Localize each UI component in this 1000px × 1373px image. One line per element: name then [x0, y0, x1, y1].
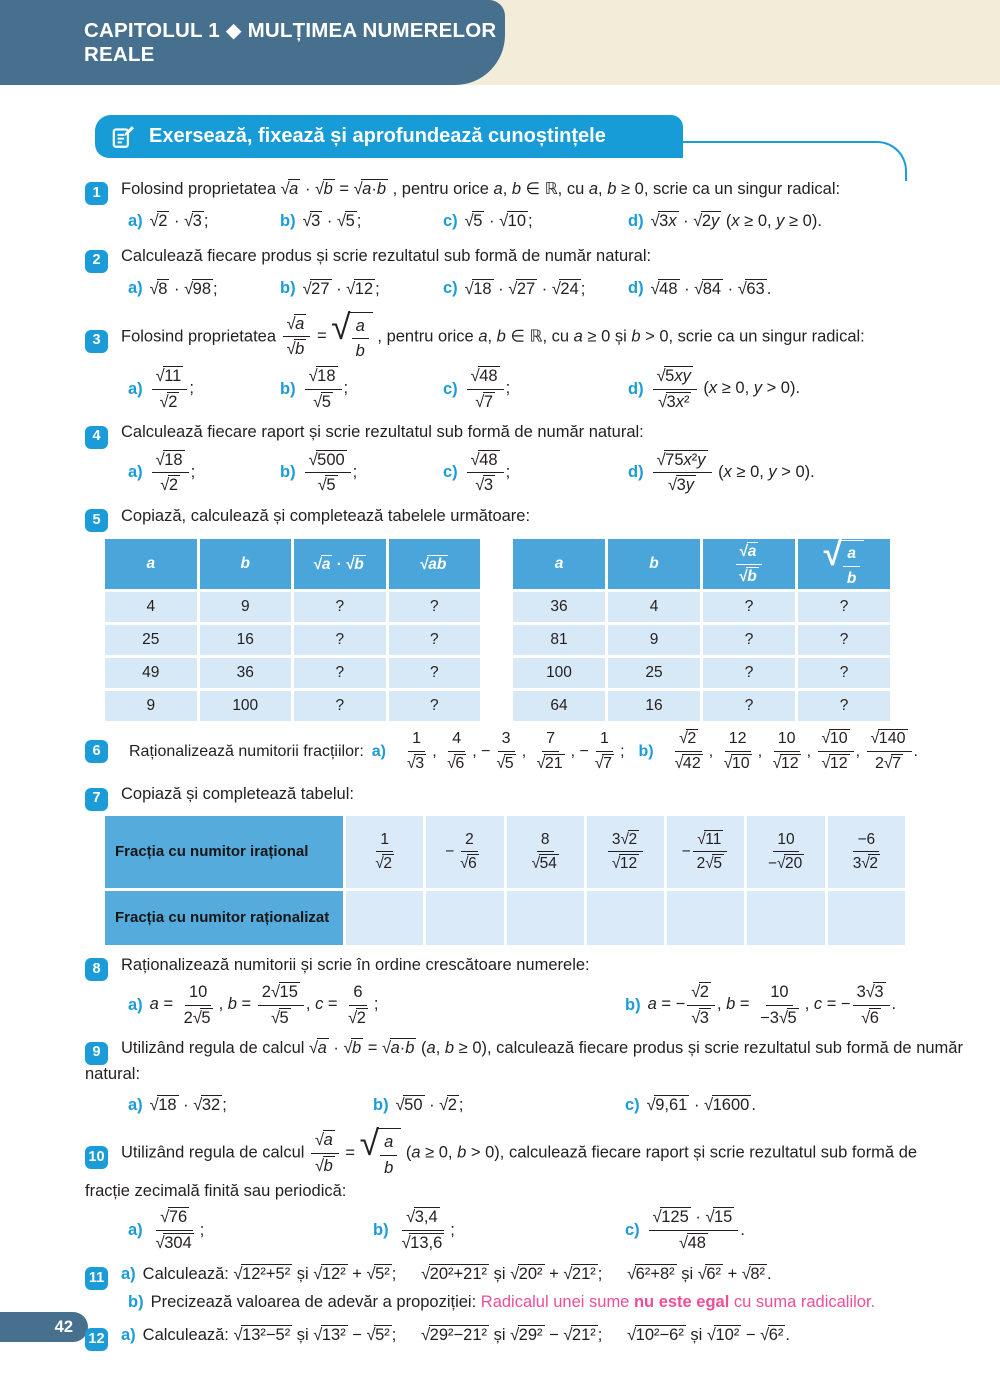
item-a: [128, 206, 280, 236]
item-math: √2 · √3 ;: [149, 212, 209, 231]
exercise-head: [85, 1262, 963, 1287]
proposition-emphasis: nu este egal: [633, 1293, 730, 1311]
table-cell: [587, 891, 664, 945]
page-number: 42: [54, 1317, 73, 1336]
item-label: a): [128, 1221, 143, 1239]
item-label: d): [628, 463, 644, 482]
item-label: b): [373, 1221, 389, 1239]
item-b: [373, 1207, 625, 1253]
item-math: $\frac{√48}{√7}$ ;: [465, 366, 511, 412]
table-cell: ?: [389, 592, 481, 622]
item-d: [628, 274, 963, 304]
item-d: [628, 450, 963, 496]
item-label: d): [628, 211, 644, 230]
page-number-tab: [0, 1312, 88, 1342]
table-cell: ?: [798, 691, 890, 721]
table-cell: 9: [608, 625, 700, 655]
exercise-7: [85, 782, 963, 944]
exercise-4: [85, 420, 963, 496]
item-a: [128, 366, 280, 412]
exercise-items: [128, 206, 963, 236]
column-header: √ab: [389, 539, 481, 589]
item-label: c): [625, 1095, 640, 1114]
table-cell: 16: [200, 625, 292, 655]
item-math: $\frac{√76}{√304}$ ;: [155, 1208, 205, 1252]
exercise-head: [85, 1123, 963, 1203]
table-cell: $\frac{-6}{3√2}$: [828, 816, 905, 888]
item-b: [280, 274, 443, 304]
table-rationalize: [105, 816, 905, 945]
table-cell: 4: [608, 592, 700, 622]
table-cell: ?: [294, 658, 386, 688]
exercise-2: [85, 244, 963, 303]
item-label: c): [443, 379, 458, 398]
item-label: c): [625, 1221, 640, 1239]
column-header: $\frac{√a}{√b}$: [703, 539, 795, 589]
item-label: a): [121, 1264, 136, 1283]
exercise-head: [85, 504, 963, 529]
row-header: Fracția cu numitor irațional: [105, 816, 343, 888]
exercise-5: [85, 504, 963, 721]
table-cell: 25: [608, 658, 700, 688]
item-math: $\frac{√18}{√2}$ ;: [150, 450, 196, 496]
exercise-head: [85, 177, 963, 202]
chapter-title: CAPITOLUL 1 ◆ MULȚIMEA NUMERELOR REALE: [84, 19, 497, 66]
item-math: $\frac{√2}{√42}$ , $\frac{12}{√10}$ , $\frac{10}{√12}$ , $\frac{√10}{√12}$ , $\frac{√140}{2√7}$ .: [674, 730, 918, 773]
exercise-number-badge: 12: [85, 1328, 108, 1351]
item-math: √8 · √98 ;: [149, 279, 218, 298]
item-math: √3x · √2y (x ≥ 0, y ≥ 0).: [650, 212, 822, 231]
item-b: [625, 982, 963, 1028]
item-b: [280, 206, 443, 236]
item-label: b): [625, 995, 641, 1014]
table-cell: $\frac{8}{√54}$: [507, 816, 584, 888]
exercise-number-badge: 7: [85, 788, 108, 811]
exercise-statement: Calculează fiecare produs și scrie rezultatul sub formă de număr natural:: [121, 247, 652, 266]
item-b: [280, 366, 443, 412]
exercise-statement: Folosind proprietatea $\frac{√a}{√b}$ = √ $\frac{a}{b}$ , pentru orice a, b ∈ ℝ, cu a ≥ 0 și b > 0, scrie ca un singur radical:: [121, 306, 865, 361]
item-math: $\frac{1}{√3}$ , $\frac{4}{√6}$ , − $\frac{3}{√5}$ , $\frac{7}{√21}$ , − $\frac{1}{√7}$ ;: [407, 730, 625, 773]
exercise-number-badge: 2: [85, 250, 108, 273]
item-label: c): [443, 211, 458, 230]
item-d: [628, 206, 963, 236]
table-cell: ?: [294, 691, 386, 721]
proposition-text: cu suma radicalilor.: [729, 1293, 876, 1311]
exercise-head: [85, 1323, 963, 1348]
item-label: a): [121, 1325, 136, 1344]
item-a: [128, 1207, 373, 1253]
table-cell: ?: [703, 658, 795, 688]
item-math: $\frac{√500}{√5}$ ;: [303, 450, 358, 496]
table-sqrt-product: [105, 539, 480, 721]
item-label: b): [280, 211, 296, 230]
item-a: [128, 1090, 373, 1120]
table-cell: [828, 891, 905, 945]
item-math: √18 · √32 ;: [149, 1096, 227, 1115]
exercise-statement: Raționalizează numitorii fracțiilor:: [129, 742, 364, 760]
page-content: [85, 85, 963, 1348]
table-cell: 49: [105, 658, 197, 688]
exercise-9: [85, 1036, 963, 1120]
table-cell: [426, 891, 503, 945]
table-cell: 36: [513, 592, 605, 622]
item-math: $\frac{√3,4}{√13,6}$ ;: [401, 1208, 455, 1252]
item-label: b): [373, 1095, 389, 1114]
exercise-list: [85, 158, 963, 1348]
section-title: Exersează, fixează și aprofundează cunoștințele: [149, 125, 606, 147]
exercise-head: [85, 1036, 963, 1086]
item-label: a): [128, 379, 143, 398]
item-label: c): [443, 463, 458, 482]
exercise-statement: Raționalizează numitorii și scrie în ordine crescătoare numerele:: [121, 955, 590, 974]
item-math: $\frac{√11}{√2}$ ;: [150, 366, 194, 412]
table-cell: ?: [798, 625, 890, 655]
item-c: [443, 450, 628, 496]
table-cell: $\frac{10}{-√20}$: [747, 816, 824, 888]
exercise-10: [85, 1123, 963, 1253]
exercise-12: [85, 1323, 963, 1348]
row-header: Fracția cu numitor raționalizat: [105, 891, 343, 945]
item-math: $\frac{√48}{√3}$ ;: [465, 450, 511, 496]
item-math: Calculează: √13²−5² și √13² − √5² ; √29²−21² și √29² − √21² ; √10²−6² și √10² − √6² .: [142, 1325, 790, 1344]
column-header: √a · √b: [294, 539, 386, 589]
table-cell: 25: [105, 625, 197, 655]
item-b: [373, 1090, 625, 1120]
exercise-3: [85, 306, 963, 413]
item-math: $\frac{√5xy}{\text{√3x²}}$ (x ≥ 0, y > 0).: [651, 366, 800, 412]
item-c: [443, 274, 628, 304]
item-c: [625, 1090, 963, 1120]
item-math: $\frac{√18}{√5}$ ;: [303, 366, 349, 412]
table-cell: ?: [703, 592, 795, 622]
exercise-number-badge: 10: [85, 1146, 108, 1169]
item-c: [625, 1207, 963, 1253]
exercise-number-badge: 3: [85, 330, 108, 353]
exercise-head: [85, 953, 963, 978]
exercise-head: [85, 306, 963, 362]
table-cell: − $\frac{2}{√6}$: [426, 816, 503, 888]
table-cell: [346, 891, 423, 945]
item-math: √50 · √2 ;: [395, 1096, 464, 1115]
exercise-statement: Utilizând regula de calcul $\frac{√a}{√b}$ = √ $\frac{a}{b}$ (a ≥ 0, b > 0), calculează fiecare raport și scrie rezultatul sub formă de fracție zecimală finită sau periodică:: [85, 1123, 918, 1200]
column-header: a: [105, 539, 197, 589]
table-cell: ?: [798, 592, 890, 622]
table-cell: [507, 891, 584, 945]
table-cell: ?: [798, 658, 890, 688]
exercise-subline: [128, 1290, 963, 1315]
item-math: $\frac{√125 \cdot √15}{√48}$ .: [647, 1207, 745, 1253]
exercise-items: [128, 274, 963, 304]
exercise-number-badge: 5: [85, 509, 108, 532]
column-header: b: [200, 539, 292, 589]
table-cell: ?: [389, 691, 481, 721]
item-label: b): [280, 463, 296, 482]
table-cell: 9: [200, 592, 292, 622]
exercise-1: [85, 177, 963, 236]
item-math: √5 · √10 ;: [464, 212, 533, 231]
exercise-head: [85, 244, 963, 269]
item-c: [443, 366, 628, 412]
item-label: a): [128, 995, 143, 1014]
table-cell: 64: [513, 691, 605, 721]
item-math: Calculează: √12²+5² și √12² + √5² ; √20²+21² și √20² + √21² ; √6²+8² și √6² + √8² .: [142, 1264, 772, 1283]
exercise-number-badge: 9: [85, 1042, 108, 1065]
exercise-statement: Calculează fiecare raport și scrie rezultatul sub formă de număr natural:: [121, 423, 644, 442]
item-b: [280, 450, 443, 496]
table-cell: ?: [294, 625, 386, 655]
item-label: d): [628, 279, 644, 298]
item-math: √9,61 · √1600 .: [646, 1096, 756, 1115]
table-cell: ?: [703, 625, 795, 655]
column-header: √ $\frac{a}{b}$: [798, 539, 890, 589]
item-label: b): [280, 379, 296, 398]
item-label: b): [128, 1293, 144, 1311]
chapter-header: [0, 0, 505, 85]
table-cell: 9: [105, 691, 197, 721]
exercise-statement: Folosind proprietatea √a · √b = √a·b , pentru orice a, b ∈ ℝ, cu a, b ≥ 0, scrie ca un singur radical:: [121, 180, 841, 198]
exercise-statement: Utilizând regula de calcul √a · √b = √a·b (a, b ≥ 0), calculează fiecare produs și scrie rezultatul sub formă de număr natural:: [85, 1039, 963, 1083]
exercise-statement: Copiază, calculează și completează tabelele următoare:: [121, 506, 531, 525]
table-cell: ?: [703, 691, 795, 721]
exercise-items: [128, 1207, 963, 1253]
exercise-items: [128, 366, 963, 412]
table-cell: 36: [200, 658, 292, 688]
table-cell: [667, 891, 744, 945]
table-cell: 100: [513, 658, 605, 688]
exercise-number-badge: 1: [85, 182, 108, 205]
column-header: a: [513, 539, 605, 589]
section-banner: [95, 115, 683, 158]
table-cell: 4: [105, 592, 197, 622]
exercise-number-badge: 4: [85, 426, 108, 449]
item-math: $\frac{\text{√75x²y}}{√3y}$ (x ≥ 0, y > 0).: [651, 450, 815, 496]
item-math: a = − $\frac{√2}{√3}$ , b = $\frac{10}{-3√5}$ , c = − $\frac{3√3}{√6}$ .: [647, 983, 897, 1027]
exercise-11: [85, 1262, 963, 1315]
exercise-items: [128, 1090, 963, 1120]
exercise-number-badge: 6: [85, 740, 108, 763]
exercise-items: [128, 982, 963, 1028]
item-label: d): [628, 379, 644, 398]
item-label: a): [128, 1095, 143, 1114]
item-math: √18 · √27 · √24 ;: [464, 279, 586, 298]
item-math: √3 · √5 ;: [302, 212, 362, 231]
exercise-number-badge: 11: [85, 1267, 108, 1290]
item-label: a): [128, 211, 143, 230]
item-a: [128, 450, 280, 496]
exercise-head: [85, 782, 963, 807]
exercise-head: [85, 420, 963, 445]
exercise-8: [85, 953, 963, 1029]
note-pencil-icon: [110, 124, 136, 150]
table-cell: 100: [200, 691, 292, 721]
exercise-6: [85, 729, 963, 774]
column-header: b: [608, 539, 700, 589]
item-math: √48 · √84 · √63 .: [650, 279, 772, 298]
item-label: a): [128, 279, 143, 298]
statement-text: Precizează valoarea de adevăr a propoziției:: [150, 1293, 481, 1311]
item-label: a): [128, 463, 143, 482]
item-c: [443, 206, 628, 236]
item-label: b): [280, 279, 296, 298]
table-cell: ?: [294, 592, 386, 622]
item-d: [628, 366, 963, 412]
exercise-number-badge: 8: [85, 958, 108, 981]
table-cell: ?: [389, 658, 481, 688]
table-cell: [747, 891, 824, 945]
item-label: b): [638, 742, 654, 760]
item-label: a): [371, 742, 386, 760]
item-math: a = $\frac{10}{2√5}$ , b = $\frac{2√15}{√5}$ , c = $\frac{6}{√2}$ ;: [149, 983, 379, 1027]
exercise-head: [85, 729, 963, 774]
exercise-statement: Copiază și completează tabelul:: [121, 785, 354, 804]
table-cell: − $\frac{√11}{2√5}$: [667, 816, 744, 888]
item-label: c): [443, 279, 458, 298]
table-cell: $\frac{1}{√2}$: [346, 816, 423, 888]
table-sqrt-quotient: [513, 536, 890, 721]
proposition-text: Radicalul unei sume: [480, 1293, 634, 1311]
table-cell: ?: [389, 625, 481, 655]
table-cell: 16: [608, 691, 700, 721]
item-a: [128, 982, 625, 1028]
table-cell: 81: [513, 625, 605, 655]
item-math: √27 · √12 ;: [302, 279, 380, 298]
item-a: [128, 274, 280, 304]
exercise-items: [128, 450, 963, 496]
table-cell: $\frac{3√2}{√12}$: [587, 816, 664, 888]
tables-row: [105, 536, 963, 721]
